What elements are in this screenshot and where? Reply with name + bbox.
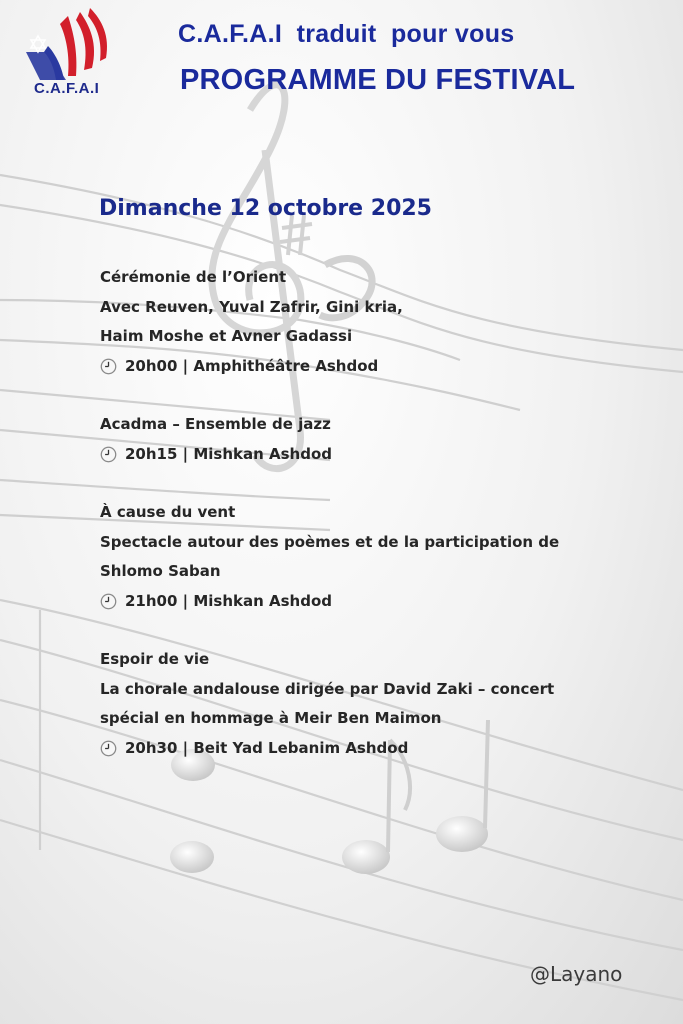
event-time-row — [100, 734, 660, 764]
event-description: Haim Moshe et Avner Gadassi — [100, 327, 353, 345]
event-title: Acadma – Ensemble de jazz — [100, 415, 331, 433]
event-time-location: 20h15 | Mishkan Ashdod — [125, 444, 333, 463]
event-time-location: 20h30 | Beit Yad Lebanim Ashdod — [125, 738, 409, 757]
clock-icon — [100, 446, 117, 463]
event-description: Shlomo Saban — [100, 562, 221, 580]
event-time-row — [100, 587, 660, 617]
event-time-row — [100, 352, 660, 382]
clock-icon — [100, 740, 117, 757]
event-time-row — [100, 440, 660, 470]
event-title: À cause du vent — [100, 503, 236, 521]
date-heading: Dimanche 12 octobre 2025 — [99, 196, 432, 221]
page-title: PROGRAMME DU FESTIVAL — [180, 64, 576, 96]
event-description: La chorale andalouse dirigée par David Zaki – concert — [100, 679, 555, 698]
logo-text: C.A.F.A.I — [34, 80, 100, 97]
event-description: Spectacle autour des poèmes et de la participation de — [100, 532, 560, 551]
event-time-location: 20h00 | Amphithéâtre Ashdod — [125, 356, 379, 375]
event-item — [100, 410, 660, 469]
event-title: Cérémonie de l’Orient — [100, 268, 287, 286]
clock-icon — [100, 593, 117, 610]
event-title: Espoir de vie — [100, 650, 210, 668]
event-item — [100, 263, 660, 381]
event-time-location: 21h00 | Mishkan Ashdod — [125, 591, 333, 610]
event-description: Avec Reuven, Yuval Zafrir, Gini kria, — [100, 297, 403, 316]
watermark: @Layano — [530, 962, 623, 986]
header-subtitle: C.A.F.A.I traduit pour vous — [178, 20, 515, 48]
event-description: spécial en hommage à Meir Ben Maimon — [100, 709, 442, 727]
clock-icon — [100, 358, 117, 375]
event-item — [100, 498, 660, 616]
event-item — [100, 645, 660, 763]
program-list — [100, 263, 660, 792]
sharp-symbol — [280, 215, 312, 255]
